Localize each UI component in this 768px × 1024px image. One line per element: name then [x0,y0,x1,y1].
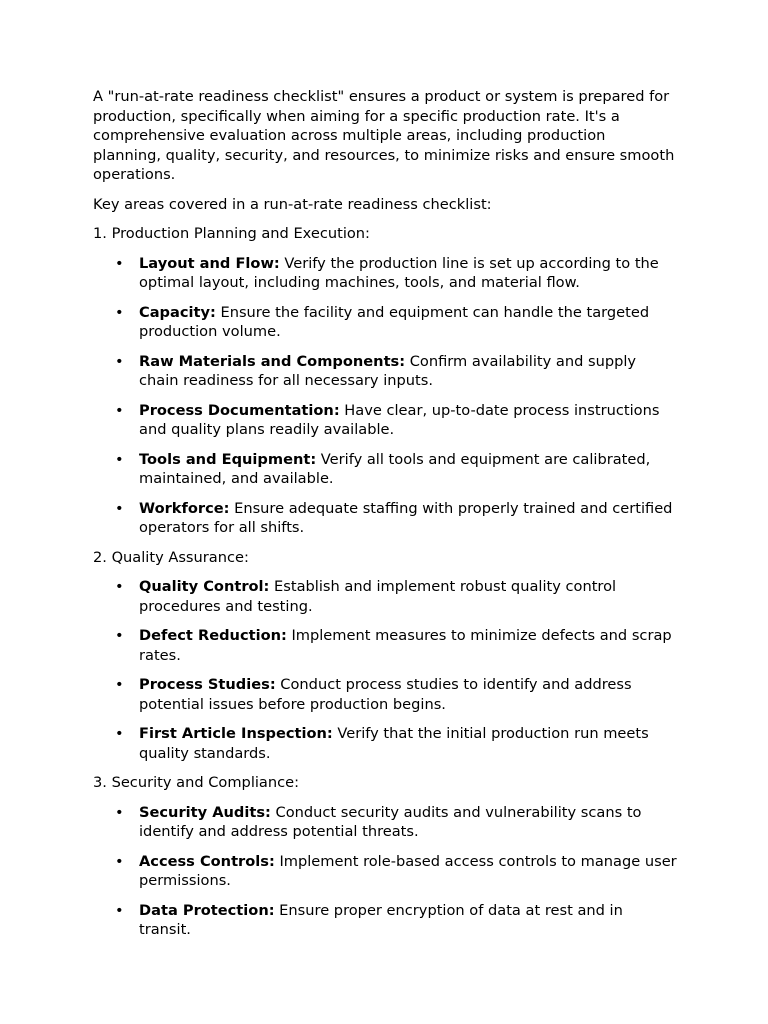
item-text: Conduct security audits and vulnerability scans to identify and address potential threats. [139,803,642,840]
item-title: Capacity: [139,303,216,321]
list-item [93,675,678,714]
item-title: First Article Inspection: [139,725,333,742]
section-production [93,224,678,538]
item-title: Layout and Flow: [139,254,280,272]
list-item [93,401,678,440]
list-item [93,499,678,538]
item-text: Conduct process studies to identify and address potential issues before production begins. [139,676,632,713]
item-title: Access Controls: [139,852,275,870]
bullet-icon: • [115,627,124,644]
bullet-icon: • [115,676,124,693]
item-title: Defect Reduction: [139,627,287,644]
key-areas-label: Key areas covered in a run-at-rate readiness checklist: [93,195,492,213]
checklist-items [93,803,678,940]
list-item [93,254,678,293]
bullet-icon: • [115,352,124,370]
bullet-icon: • [115,901,124,919]
bullet-icon: • [115,803,124,821]
list-item [93,303,678,342]
list-item [93,450,678,489]
item-title: Workforce: [139,499,230,517]
bullet-icon: • [115,254,124,272]
item-text: Verify all tools and equipment are calibrated, maintained, and available. [139,450,651,487]
checklist-items [93,254,678,538]
section-heading: 1. Production Planning and Execution: [93,225,370,242]
checklist-items [93,577,678,763]
item-text: Ensure adequate staffing with properly trained and certified operators for all shifts. [139,499,673,536]
section-security [93,773,678,940]
item-text: Verify that the initial production run meets quality standards. [139,725,649,762]
bullet-icon: • [115,725,124,742]
list-item [93,803,678,842]
intro-paragraph: A "run-at-rate readiness checklist" ensures a product or system is prepared for production, specifically when aiming for a specific production rate. It's a comprehensive evaluation across multiple areas, including production planning, quality, security, and resources, to minimize risks and ensure smooth operations. [93,88,675,183]
bullet-icon: • [115,401,124,419]
list-item [93,352,678,391]
bullet-icon: • [115,303,124,321]
section-heading: 3. Security and Compliance: [93,774,300,791]
list-item [93,901,678,940]
bullet-icon: • [115,450,124,468]
item-text: Ensure proper encryption of data at rest and in transit. [139,901,623,938]
item-title: Process Documentation: [139,401,340,419]
list-item [93,626,678,665]
item-text: Implement role-based access controls to manage user permissions. [139,852,677,889]
bullet-icon: • [115,578,124,595]
item-title: Security Audits: [139,803,271,821]
list-item [93,724,678,763]
item-text: Have clear, up-to-date process instructions and quality plans readily available. [139,401,660,438]
item-text: Ensure the facility and equipment can handle the targeted production volume. [139,303,650,340]
list-item [93,852,678,891]
section-heading: 2. Quality Assurance: [93,548,249,566]
item-title: Process Studies: [139,676,276,693]
list-item [93,577,678,616]
item-text: Verify the production line is set up according to the optimal layout, including machines, tools, and material flow. [139,254,659,291]
item-title: Raw Materials and Components: [139,352,406,370]
item-title: Data Protection: [139,901,275,919]
item-title: Tools and Equipment: [139,450,317,468]
bullet-icon: • [115,852,124,870]
item-text: Establish and implement robust quality control procedures and testing. [139,578,617,615]
item-text: Confirm availability and supply chain readiness for all necessary inputs. [139,352,637,389]
section-quality [93,548,678,764]
bullet-icon: • [115,499,124,517]
item-text: Implement measures to minimize defects and scrap rates. [139,627,672,664]
item-title: Quality Control: [139,578,270,595]
document-body [93,87,678,950]
